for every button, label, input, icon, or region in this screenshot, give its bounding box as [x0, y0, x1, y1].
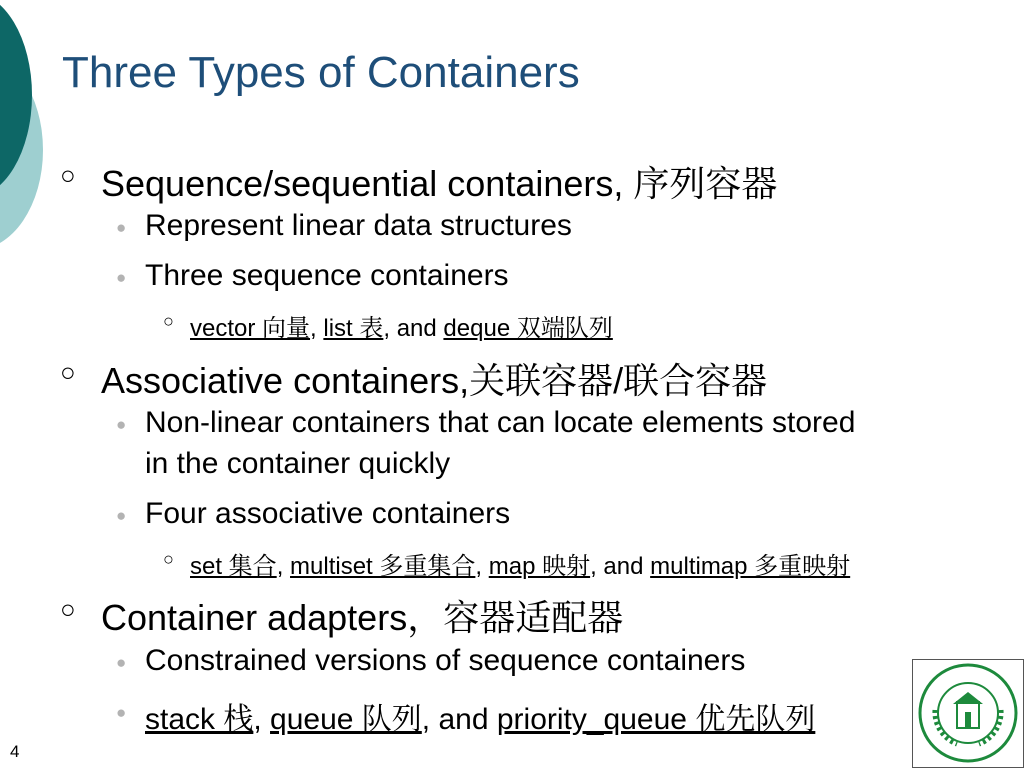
decorative-shapes	[0, 0, 60, 260]
heading-sequence-containers: Sequence/sequential containers, 序列容器	[101, 163, 778, 204]
point-three-sequence: Three sequence containers	[145, 259, 509, 292]
hollow-circle-bullet-icon: ○	[163, 549, 174, 569]
hollow-circle-bullet-icon: ○	[163, 311, 174, 331]
separator: , and	[421, 703, 497, 736]
point-four-associative: Four associative containers	[145, 497, 511, 530]
separator: ,	[276, 553, 291, 580]
heading-container-adapters: Container adapters，容器适配器	[101, 597, 624, 638]
seal-icon	[913, 660, 1023, 767]
dot-bullet-icon: ●	[116, 653, 127, 672]
link-stack[interactable]: stack 栈	[145, 703, 254, 736]
link-map[interactable]: map 映射	[488, 553, 591, 580]
link-queue[interactable]: queue 队列	[270, 703, 422, 736]
hollow-circle-bullet-icon: ○	[60, 160, 76, 190]
link-priority-queue[interactable]: priority_queue 优先队列	[496, 703, 816, 736]
separator: ,	[253, 703, 271, 736]
dot-bullet-icon: ●	[116, 218, 127, 237]
dot-bullet-icon: ●	[116, 506, 127, 525]
point-constrained-versions: Constrained versions of sequence containers	[145, 644, 746, 677]
separator: , and	[383, 315, 444, 342]
sequence-container-list	[190, 308, 613, 343]
separator: , and	[590, 553, 651, 580]
link-deque[interactable]: deque 双端队列	[443, 315, 613, 342]
dot-bullet-icon: ●	[116, 703, 127, 722]
link-vector[interactable]: vector 向量	[190, 315, 311, 342]
slide-title: Three Types of Containers	[62, 48, 580, 97]
link-multiset[interactable]: multiset 多重集合	[290, 553, 476, 580]
hollow-circle-bullet-icon: ○	[60, 357, 76, 387]
link-multimap[interactable]: multimap 多重映射	[650, 553, 851, 580]
separator: ,	[475, 553, 489, 580]
link-list[interactable]: list 表	[323, 315, 384, 342]
associative-container-list	[190, 546, 850, 581]
adapter-list	[145, 694, 815, 738]
point-nonlinear-line2: in the container quickly	[145, 447, 451, 480]
university-logo	[912, 659, 1024, 768]
point-nonlinear-line1: Non-linear containers that can locate elements stored	[145, 406, 856, 439]
point-linear-structures: Represent linear data structures	[145, 209, 572, 242]
link-set[interactable]: set 集合	[190, 553, 277, 580]
separator: ,	[310, 315, 324, 342]
heading-associative-containers: Associative containers,关联容器/联合容器	[101, 360, 768, 401]
dot-bullet-icon: ●	[116, 268, 127, 287]
dot-bullet-icon: ●	[116, 415, 127, 434]
page-number: 4	[10, 742, 20, 761]
hollow-circle-bullet-icon: ○	[60, 594, 76, 624]
